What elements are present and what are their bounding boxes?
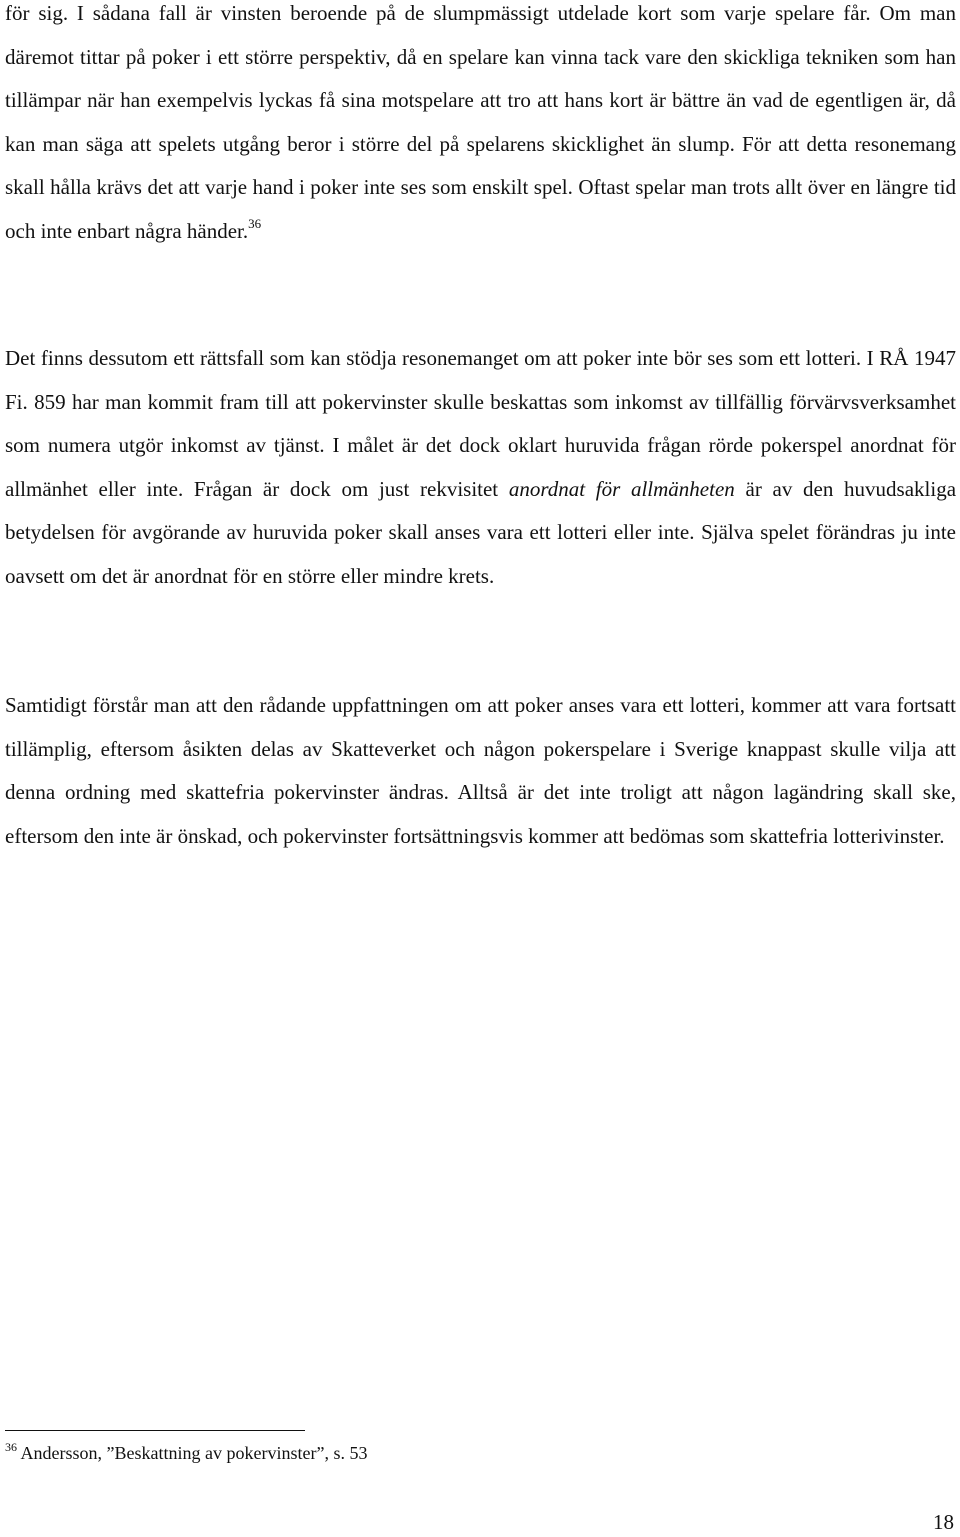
footnote-reference-36[interactable]: 36 (248, 215, 262, 231)
paragraph-3-text: Samtidigt förstår man att den rådande uppfattningen om att poker anses vara ett lotteri, kommer att vara fortsatt tillämplig, eftersom åsikten delas av Skatteverket och någon pokerspelare i Sverige knappast skulle vilja att denna ordning med skattefria pokervinster ändras. Alltså är det inte troligt att någon lagändring skall ske, eftersom den inte är önskad, och pokervinster fortsättningsvis kommer att bedömas som skattefria lotterivinster. (5, 693, 956, 848)
body-paragraph-2 (5, 337, 956, 599)
body-paragraph-3 (5, 684, 956, 858)
paragraph-2-text-before: Det finns dessutom ett rättsfall som kan stödja resonemanget om att poker inte bör ses som ett lotteri. I RÅ 1947 Fi. 859 har man kommit fram till att pokervinster skulle beskattas som inkomst av tillfällig förvärvsverksamhet som numera utgör inkomst av tjänst. I målet är det dock oklart huruvida frågan rörde pokerspel anordnat för allmänhet eller inte. Frågan är dock om just rekvisitet (5, 346, 956, 501)
paragraph-2-italic-term: anordnat för allmänheten (508, 476, 735, 501)
footnote-text: Andersson, ”Beskattning av pokervinster”, s. 53 (20, 1443, 368, 1463)
footnote-separator-line (5, 1430, 305, 1431)
paragraph-1-text: för sig. I sådana fall är vinsten beroende på de slumpmässigt utdelade kort som varje spelare får. Om man däremot tittar på poker i ett större perspektiv, då en spelare kan vinna tack vare den skickliga tekniken som han tillämpar när han exempelvis lyckas få sina motspelare att tro att hans kort är bättre än vad de egentligen är, då kan man säga att spelets utgång beror i större del på spelarens skicklighet än slump. För att detta resonemang skall hålla krävs det att varje hand i poker inte ses som enskilt spel. Oftast spelar man trots allt över en längre tid och inte enbart några händer. (5, 1, 956, 243)
page-number: 18 (933, 1510, 954, 1534)
paragraph-2-text-after: är av den huvudsakliga betydelsen för avgörande av huruvida poker skall anses vara ett lotteri eller inte. Själva spelet förändras ju inte oavsett om det är anordnat för en större eller mindre krets. (5, 476, 957, 588)
footnote (5, 1438, 367, 1468)
footnote-number: 36 (5, 1440, 17, 1454)
body-paragraph-1 (5, 0, 956, 254)
